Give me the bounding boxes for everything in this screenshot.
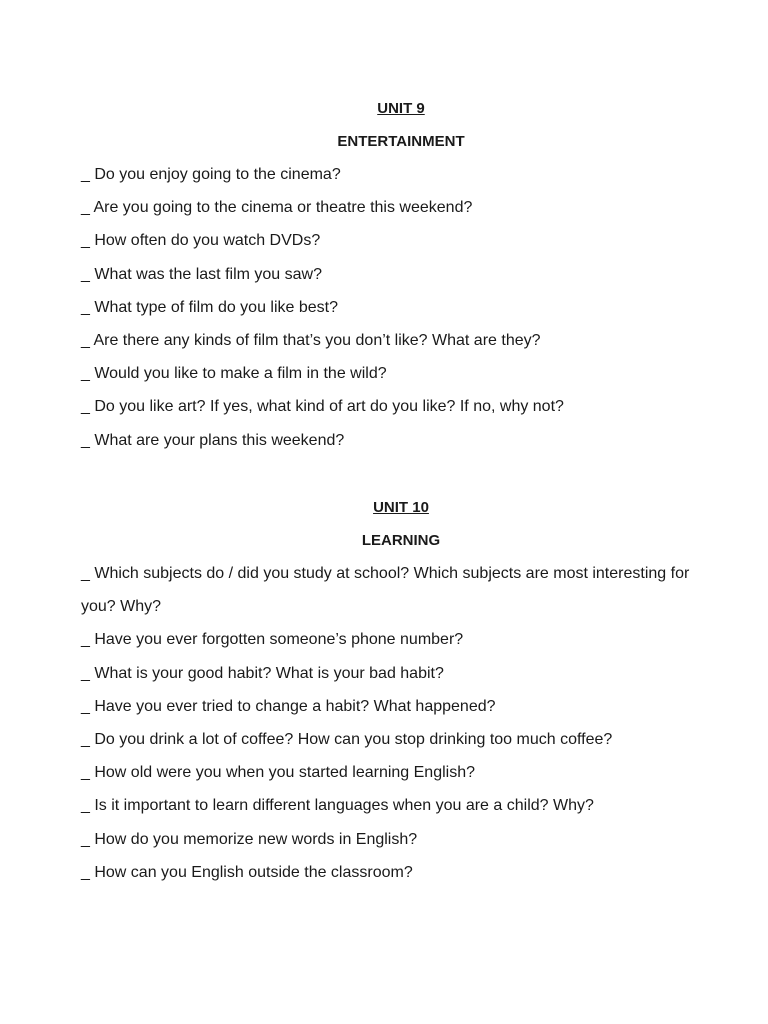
question-item: _ How often do you watch DVDs?: [81, 232, 321, 250]
question-item: _ How do you memorize new words in English?: [81, 830, 418, 848]
question-item: _ Would you like to make a film in the wild?: [81, 365, 387, 383]
unit-subtitle: LEARNING: [361, 532, 441, 549]
question-item: _ How old were you when you started learning English?: [81, 764, 476, 782]
question-item: _ Are there any kinds of film that’s you don’t like? What are they?: [81, 332, 541, 350]
question-item: _ Do you enjoy going to the cinema?: [81, 166, 341, 183]
question-item: _ What is your good habit? What is your bad habit?: [81, 664, 444, 682]
question-item: _ What are your plans this weekend?: [81, 431, 345, 449]
question-item: _ How can you English outside the classroom?: [81, 863, 413, 881]
question-item: _ Which subjects do / did you study at school? Which subjects are most interesting for you? Why?: [81, 565, 690, 616]
question-item: _ Is it important to learn different languages when you are a child? Why?: [81, 797, 594, 815]
question-item: _ Have you ever tried to change a habit? What happened?: [81, 697, 496, 715]
question-list: [81, 557, 721, 889]
question-item: _ What type of film do you like best?: [81, 298, 339, 316]
question-item: _ Are you going to the cinema or theatre this weekend?: [81, 199, 473, 217]
question-item: _ Do you like art? If yes, what kind of art do you like? If no, why not?: [81, 398, 564, 416]
question-item: _ What was the last film you saw?: [81, 265, 322, 283]
unit-title: UNIT 10: [373, 499, 429, 516]
question-item: _ Have you ever forgotten someone’s phone number?: [81, 631, 464, 649]
unit-10-section: [81, 491, 721, 889]
unit-9-section: [81, 92, 721, 457]
unit-subtitle: ENTERTAINMENT: [337, 133, 465, 150]
question-item: _ Do you drink a lot of coffee? How can you stop drinking too much coffee?: [81, 731, 613, 749]
question-list: [81, 158, 721, 457]
unit-title: UNIT 9: [377, 100, 425, 117]
